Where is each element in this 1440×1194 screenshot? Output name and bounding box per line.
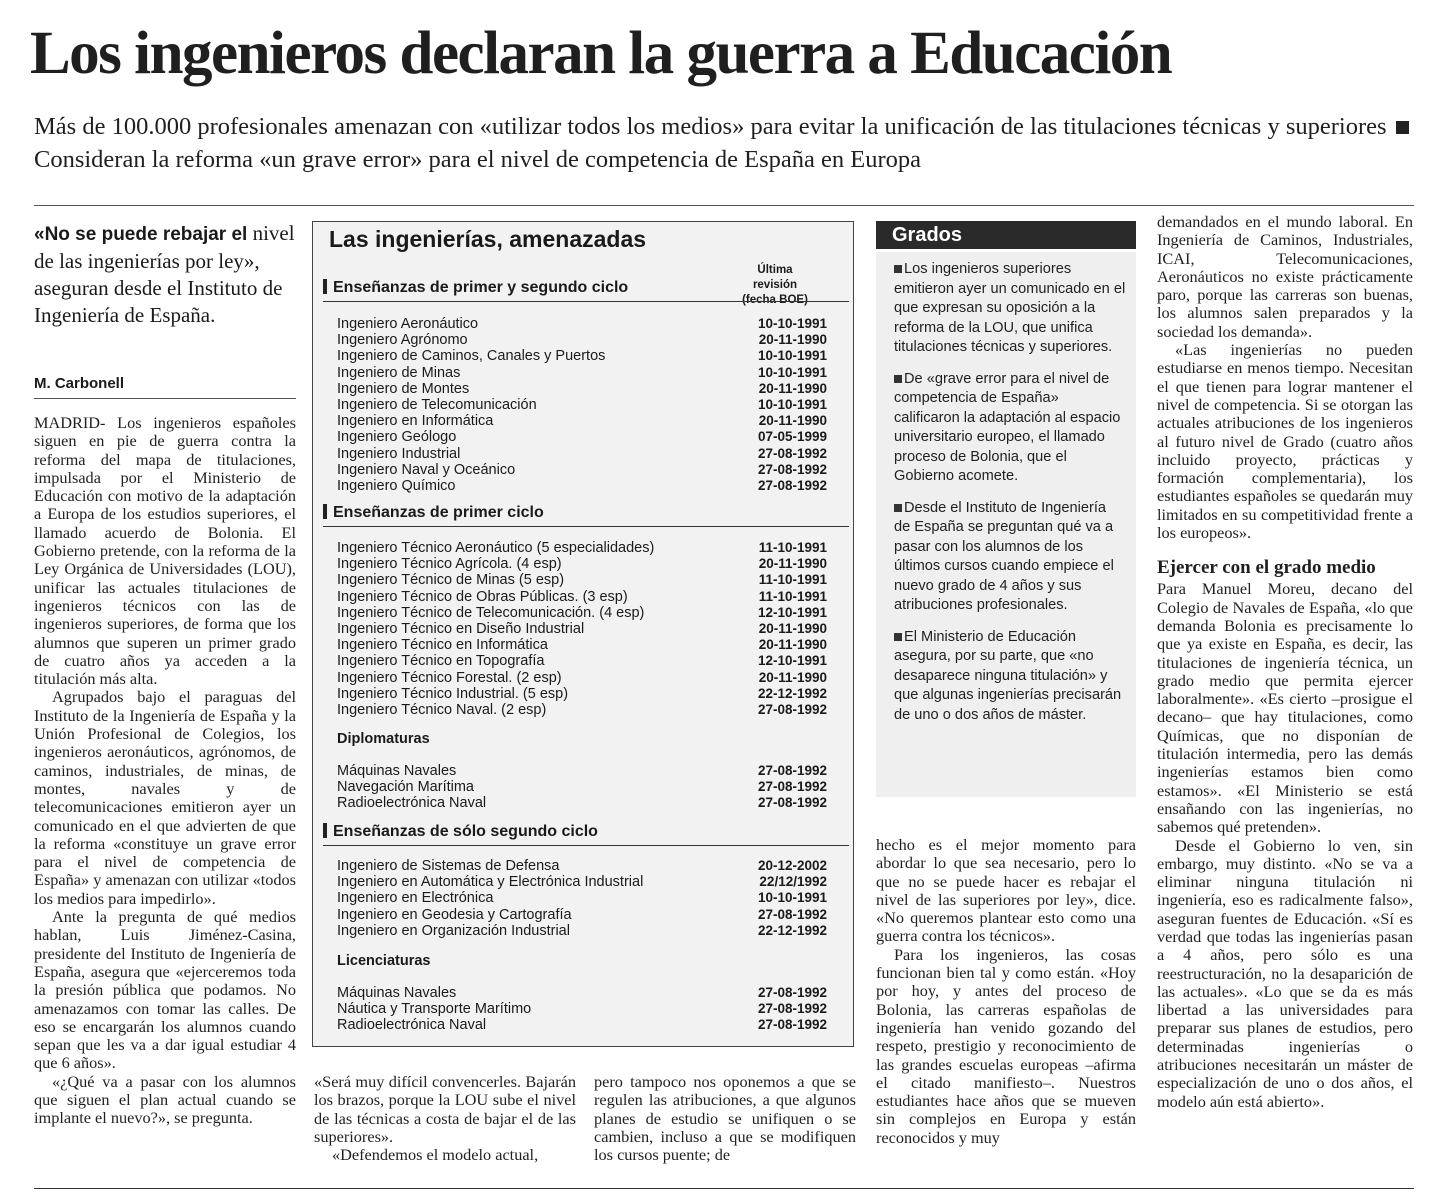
lead-quote-rest: nivel de las ingenierías por ley», aseguran desde el Instituto de Ingeniería de España. bbox=[34, 221, 295, 327]
table-row bbox=[337, 670, 827, 686]
table-row bbox=[337, 478, 827, 494]
table-row bbox=[337, 637, 827, 653]
table-row bbox=[337, 779, 827, 795]
revision-date: 11-10-1991 bbox=[758, 572, 827, 588]
revision-date: 10-10-1991 bbox=[757, 316, 827, 331]
revision-date: 27-08-1992 bbox=[757, 779, 827, 795]
revision-date: 20-11-1990 bbox=[758, 637, 827, 653]
revision-date: 10-10-1991 bbox=[757, 890, 827, 906]
col5-paragraph: «Las ingenierías no pueden estudiarse en menos tiempo. Necesitan el que tienen para lograr mantener el nivel de competencia. Si se otorgan las actuales atribuciones de los ingenieros al futuro nivel de Grado (cuatro años incluido proyecto, prácticas y formación complementaria), los estudiantes españoles se quedarán muy limitados en su competitividad frente a los europeos». bbox=[1157, 340, 1413, 543]
col3-paragraph: pero tampoco nos oponemos a que se regulen las atribuciones, a que algunos planes de estudio se unifiquen o se cambien, incluso a que se modifiquen los cursos puente; de bbox=[594, 1072, 856, 1165]
degree-name: Ingeniero en Electrónica bbox=[337, 890, 494, 907]
degree-name: Ingeniero Técnico Agrícola. (4 esp) bbox=[337, 556, 562, 573]
degree-name: Radioelectrónica Naval bbox=[337, 795, 487, 812]
degree-name: Náutica y Transporte Marítimo bbox=[337, 1001, 532, 1018]
byline: M. Carbonell bbox=[34, 375, 125, 392]
revision-date: 20-11-1990 bbox=[758, 332, 827, 348]
revision-date: 07-05-1999 bbox=[757, 429, 827, 445]
table-row bbox=[337, 686, 827, 702]
degree-name: Máquinas Navales bbox=[337, 985, 457, 1001]
table-row bbox=[337, 365, 827, 381]
col5-paragraph: demandados en el mundo laboral. En Ingeniería de Caminos, Industriales, ICAI, Telecomunicaciones, Aeronáuticos no existe prácticamente paro, porque las carreras son buenas, los alumnos salen preparados y la sociedad los demanda». bbox=[1157, 212, 1413, 341]
degree-name: Ingeniero Agrónomo bbox=[337, 332, 468, 349]
degree-name: Ingeniero Técnico de Telecomunicación. (4 esp) bbox=[337, 604, 645, 621]
column-4 bbox=[876, 836, 1136, 1147]
degree-name: Máquinas Navales bbox=[337, 763, 457, 779]
revision-header-1: Última revisión bbox=[752, 264, 798, 291]
col5-paragraph: Para Manuel Moreu, decano del Colegio de Navales de España, «lo que demanda Bolonia es precisamente lo que ya existe en España, es decir, las titulaciones de ingeniería técnica, un grado medio que permita ejercer laboralmente». «Es cierto –prosigue el decano– que hay titulaciones, como Químicas, que no disponían de titulación intermedia, pero las demás ingenierías estamos bien como estamos». «El Ministerio se está ensañando con las ingenierías, no sabemos qué pretenden». bbox=[1157, 579, 1413, 837]
degree-name: Ingeniero Químico bbox=[337, 478, 456, 495]
section-rows bbox=[337, 316, 827, 494]
grados-box bbox=[876, 252, 1136, 797]
table-row bbox=[337, 381, 827, 397]
degree-name: Ingeniero en Geodesia y Cartografía bbox=[337, 906, 572, 923]
degree-name: Ingeniero Técnico en Informática bbox=[337, 637, 548, 654]
degree-name: Ingeniero en Organización Industrial bbox=[337, 922, 570, 939]
headline: Los ingenieros declaran la guerra a Educación bbox=[30, 20, 1172, 87]
section-rows bbox=[337, 858, 827, 939]
revision-date: 20-11-1990 bbox=[758, 556, 827, 572]
degree-name: Ingeniero de Caminos, Canales y Puertos bbox=[337, 348, 606, 365]
table-row bbox=[337, 985, 827, 1001]
degree-name: Radioelectrónica Naval bbox=[337, 1017, 487, 1034]
revision-date: 22/12/1992 bbox=[759, 874, 827, 890]
table-row bbox=[337, 874, 827, 890]
revision-date: 27-08-1992 bbox=[757, 906, 827, 922]
degree-name: Ingeniero Técnico Forestal. (2 esp) bbox=[337, 669, 562, 686]
revision-date: 27-08-1992 bbox=[757, 461, 827, 477]
col2-paragraph: «Será muy difícil convencerles. Bajarán los brazos, porque la LOU sube el nivel de las técnicas a costa de bajar el de las superiores». bbox=[314, 1072, 576, 1146]
byline-divider bbox=[34, 398, 296, 399]
degree-name: Ingeniero Técnico Industrial. (5 esp) bbox=[337, 685, 569, 702]
grados-item: Desde el Instituto de Ingeniería de España se preguntan qué va a pasar con los alumnos de los últimos cursos cuando empiece el nuevo grado de 4 años y sus atribuciones profesionales. bbox=[894, 499, 1114, 613]
table-row bbox=[337, 605, 827, 621]
square-bullet-icon bbox=[1396, 121, 1409, 134]
table-row bbox=[337, 446, 827, 462]
degree-name: Ingeniero Técnico de Minas (5 esp) bbox=[337, 572, 565, 589]
col5-paragraph: Desde el Gobierno lo ven, sin embargo, muy distinto. «No se va a eliminar ninguna titulación ni ingeniería, eso es radicalmente falso», aseguran fuentes de Educación. «Sí es verdad que todas las ingenierías pasan a 4 años, pero sólo es una reestructuración, no la desaparición de las actuales». «Lo que se da es más libertad a las universidades para preparar sus planes de estudios, pero determinadas ingenierías o atribuciones necesitarán un máster de especialización de uno o dos años, el modelo aún está abierto». bbox=[1157, 835, 1413, 1111]
col1-paragraph: Ante la pregunta de qué medios hablan, Luis Jiménez-Casina, presidente del Instituto de Ingeniería de España, asegura que «ejerceremos toda la presión pública que podamos. No amenazamos con tomar las calles. De eso se encargarán los alumnos cuando sepan que les va a dar igual estudiar 4 que 6 años». bbox=[34, 907, 296, 1073]
table-row bbox=[337, 653, 827, 669]
grados-item: De «grave error para el nivel de competencia de España» calificaron la adaptación al espacio universitario europeo, el llamado proceso de Bolonia, que el Gobierno acomete. bbox=[894, 370, 1121, 484]
revision-date: 10-10-1991 bbox=[757, 364, 827, 380]
section-bar-icon bbox=[323, 279, 327, 294]
degree-name: Ingeniero de Minas bbox=[337, 364, 461, 381]
column-2 bbox=[314, 1073, 576, 1164]
table-title: Las ingenierías, amenazadas bbox=[329, 226, 647, 252]
revision-date: 12-10-1991 bbox=[757, 653, 827, 669]
degree-name: Ingeniero Naval y Oceánico bbox=[337, 461, 516, 478]
degree-name: Ingeniero Geólogo bbox=[337, 429, 457, 446]
table-row bbox=[337, 702, 827, 718]
section-bar-icon bbox=[323, 504, 327, 519]
header-divider bbox=[34, 205, 1414, 206]
sub-heading: Licenciaturas bbox=[337, 953, 431, 969]
revision-date: 10-10-1991 bbox=[757, 397, 827, 413]
degree-name: Ingeniero Industrial bbox=[337, 445, 461, 462]
column-subhead: Ejercer con el grado medio bbox=[1157, 557, 1376, 579]
revision-date: 27-08-1992 bbox=[757, 445, 827, 461]
table-row bbox=[337, 316, 827, 332]
table-row bbox=[337, 1017, 827, 1033]
section-heading: Enseñanzas de primer ciclo bbox=[323, 504, 849, 527]
revision-date: 20-12-2002 bbox=[757, 858, 827, 873]
section-heading: Enseñanzas de primer y segundo ciclo bbox=[323, 279, 849, 302]
revision-date: 11-10-1991 bbox=[758, 540, 827, 555]
col4-paragraph: Para los ingenieros, las cosas funcionan bien tal y como están. «Hoy por hoy, y antes del proceso de Bolonia, las carreras españolas de ingeniería han venido gozando del respeto, prestigio y reconocimiento de las grandes escuelas europeas –afirma el citado manifiesto–. Nuestros estudiantes hace años que se mueven sin complejos en Europa y están reconocidos y muy bbox=[876, 944, 1136, 1147]
lead-quote-bold: «No se puede rebajar el bbox=[34, 224, 248, 245]
square-bullet-icon bbox=[894, 375, 902, 383]
degree-name: Ingeniero de Sistemas de Defensa bbox=[337, 858, 560, 874]
engineering-table bbox=[312, 221, 854, 1047]
table-row bbox=[337, 763, 827, 779]
table-row bbox=[337, 858, 827, 874]
section-bar-icon bbox=[323, 823, 327, 838]
degree-name: Ingeniero Técnico en Diseño Industrial bbox=[337, 621, 585, 638]
table-row bbox=[337, 907, 827, 923]
spacer bbox=[1157, 542, 1413, 556]
table-row bbox=[337, 890, 827, 906]
column-5 bbox=[1157, 213, 1413, 1111]
degree-name: Ingeniero Técnico de Obras Públicas. (3 esp) bbox=[337, 588, 628, 605]
footer-rule bbox=[34, 1188, 1414, 1189]
sub-rows bbox=[337, 985, 827, 1034]
col1-paragraph: MADRID- Los ingenieros españoles siguen en pie de guerra contra la reforma del mapa de titulaciones, impulsada por el Ministerio de Educación con motivo de la adaptación a Europa de los estudios superiores, el llamado acuerdo de Bolonia. El Gobierno pretende, con la reforma de la Ley Orgánica de Universidades (LOU), unificar las actuales titulaciones de ingenieros técnicos con las de ingenieros superiores, de forma que los alumnos que superen un primer grado de cuatro años ya acceden a la titulación más alta. bbox=[34, 413, 296, 689]
table-row bbox=[337, 1001, 827, 1017]
table-row bbox=[337, 621, 827, 637]
revision-date: 27-08-1992 bbox=[757, 702, 827, 718]
subtitle-part-2: Consideran la reforma «un grave error» para el nivel de competencia de España en Europa bbox=[34, 146, 922, 173]
revision-date: 27-08-1992 bbox=[757, 795, 827, 811]
sub-rows bbox=[337, 763, 827, 812]
table-row bbox=[337, 923, 827, 939]
degree-name: Ingeniero Aeronáutico bbox=[337, 316, 479, 332]
degree-name: Ingeniero de Telecomunicación bbox=[337, 397, 537, 414]
col2-paragraph: «Defendemos el modelo actual, bbox=[332, 1145, 539, 1165]
revision-date: 12-10-1991 bbox=[757, 604, 827, 620]
col1-paragraph: «¿Qué va a pasar con los alumnos que siguen el plan actual cuando se implante el nuevo?», se pregunta. bbox=[34, 1071, 296, 1128]
table-row bbox=[337, 589, 827, 605]
revision-date: 20-11-1990 bbox=[758, 621, 827, 637]
revision-date: 22-12-1992 bbox=[757, 685, 827, 701]
degree-name: Ingeniero en Informática bbox=[337, 413, 494, 430]
square-bullet-icon bbox=[894, 504, 902, 512]
table-row bbox=[337, 572, 827, 588]
degree-name: Ingeniero Técnico en Topografía bbox=[337, 653, 545, 670]
revision-date: 27-08-1992 bbox=[757, 478, 827, 494]
revision-date: 20-11-1990 bbox=[758, 380, 827, 396]
lead-quote bbox=[34, 220, 296, 329]
section-heading: Enseñanzas de sólo segundo ciclo bbox=[323, 823, 849, 846]
revision-date: 27-08-1992 bbox=[757, 763, 827, 778]
table-row bbox=[337, 429, 827, 445]
section-rows bbox=[337, 540, 827, 718]
table-row bbox=[337, 556, 827, 572]
revision-date: 10-10-1991 bbox=[757, 348, 827, 364]
column-3 bbox=[594, 1073, 856, 1164]
degree-name: Navegación Marítima bbox=[337, 779, 474, 796]
col1-paragraph: Agrupados bajo el paraguas del Instituto de la Ingeniería de España y la Unión Profesional de Colegios, los ingenieros aeronáuticos, agrónomos, de caminos, industriales, de minas, de montes, navales y de telecomunicaciones emitieron ayer un comunicado en el que advierten de que la reforma «constituye un grave error para el nivel de competencia de España» y amenazan con utilizar «todos los medios para impedirlo». bbox=[34, 687, 296, 908]
table-row bbox=[337, 332, 827, 348]
subtitle-part-1: Más de 100.000 profesionales amenazan con «utilizar todos los medios» para evitar la unificación de las titulaciones técnicas y superiores bbox=[34, 113, 1387, 140]
degree-name: Ingeniero Técnico Aeronáutico (5 especialidades) bbox=[337, 540, 655, 556]
table-row bbox=[337, 795, 827, 811]
sub-heading: Diplomaturas bbox=[337, 731, 430, 747]
revision-date: 27-08-1992 bbox=[757, 1017, 827, 1033]
revision-date: 22-12-1992 bbox=[757, 922, 827, 938]
table-row bbox=[337, 397, 827, 413]
grados-title: Grados bbox=[876, 221, 1136, 249]
table-row bbox=[337, 348, 827, 364]
revision-date: 20-11-1990 bbox=[758, 669, 827, 685]
square-bullet-icon bbox=[894, 633, 902, 641]
square-bullet-icon bbox=[894, 265, 902, 273]
table-row bbox=[337, 413, 827, 429]
table-row bbox=[337, 540, 827, 556]
grados-item: Los ingenieros superiores emitieron ayer un comunicado en el que expresan su oposición a la reforma de la LOU, que unifica titulaciones técnicas y superiores. bbox=[894, 261, 1126, 355]
degree-name: Ingeniero de Montes bbox=[337, 380, 470, 397]
grados-item: El Ministerio de Educación asegura, por su parte, que «no desaparece ninguna titulación» y que algunas ingenierías precisarán de uno o dos años de máster. bbox=[894, 628, 1122, 723]
revision-header-2: (fecha BOE) bbox=[742, 294, 808, 306]
degree-name: Ingeniero Técnico Naval. (2 esp) bbox=[337, 702, 547, 719]
col4-paragraph: hecho es el mejor momento para abordar lo que sea necesario, pero lo que no se puede hacer es rebajar el nivel de las superiores por ley», dice. «No queremos plantear esto como una guerra contra los técnicos». bbox=[876, 835, 1136, 946]
revision-date: 20-11-1990 bbox=[758, 413, 827, 429]
revision-date: 11-10-1991 bbox=[758, 588, 827, 604]
subtitle bbox=[34, 110, 1424, 176]
column-1 bbox=[34, 414, 296, 1128]
revision-date: 27-08-1992 bbox=[757, 1001, 827, 1017]
table-row bbox=[337, 462, 827, 478]
degree-name: Ingeniero en Automática y Electrónica Industrial bbox=[337, 874, 644, 891]
revision-date: 27-08-1992 bbox=[757, 985, 827, 1000]
